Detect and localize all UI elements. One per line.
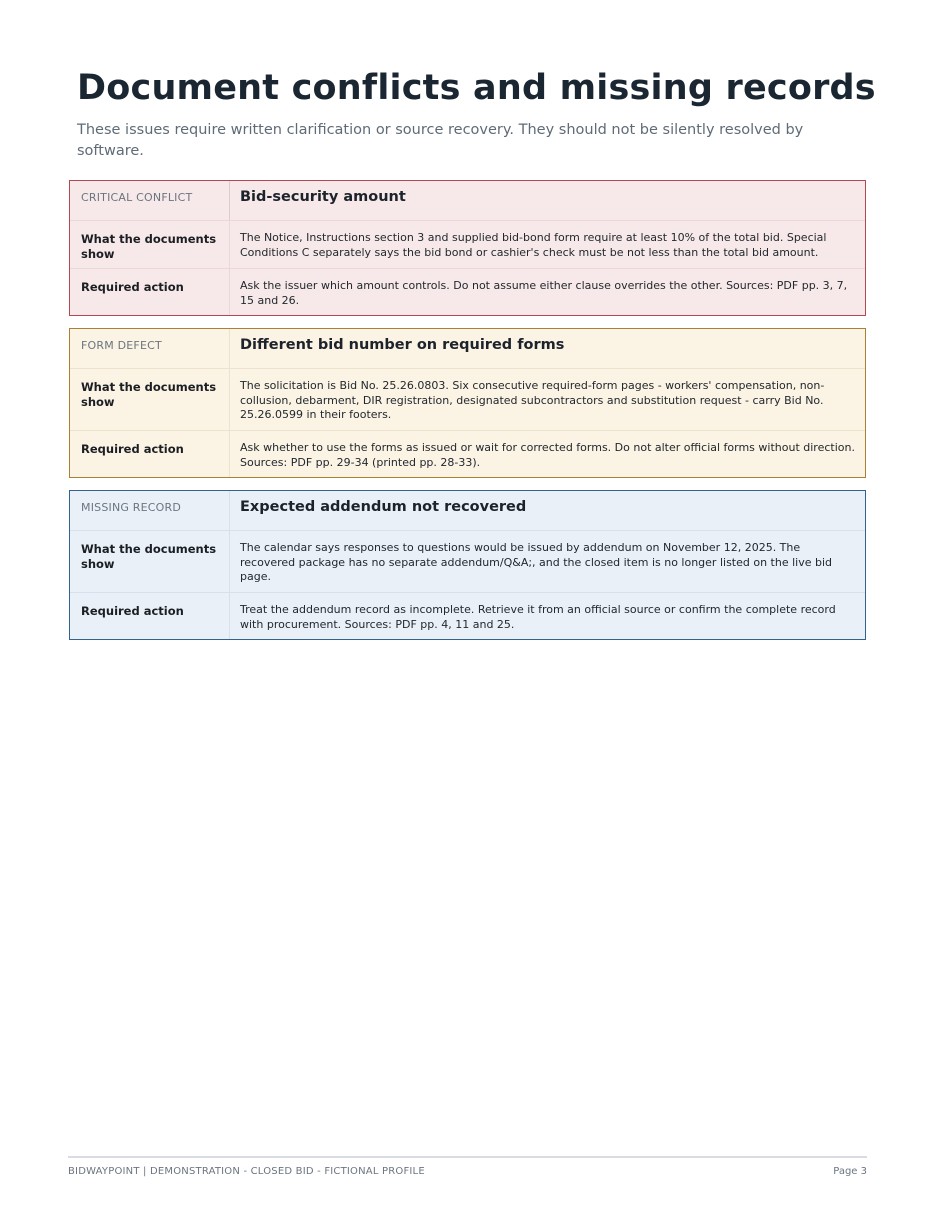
action-text: Treat the addendum record as incomplete. Retrieve it from an official source or confirm the complete record with procurement. Sources: PDF pp. 4, 11 and 25.	[240, 603, 836, 631]
issue-card-critical-conflict	[69, 180, 866, 316]
action-label: Required action	[70, 269, 230, 315]
action-label: Required action	[70, 593, 230, 639]
issue-action-row	[70, 430, 865, 477]
issue-title: Bid-security amount	[240, 189, 406, 205]
issue-title: Different bid number on required forms	[240, 337, 565, 353]
issue-category: FORM DEFECT	[70, 329, 230, 368]
issue-show-row	[70, 368, 865, 430]
issue-header-row	[70, 181, 865, 220]
issue-show-row	[70, 220, 865, 268]
show-text: The solicitation is Bid No. 25.26.0803. Six consecutive required-form pages - workers' compensation, non-collusion, debarment, DIR registration, designated subcontractors and substitution request - carry Bid No. 25.26.0599 in their footers.	[240, 379, 825, 421]
page-subtitle: These issues require written clarification or source recovery. They should not be silently resolved by software.	[77, 122, 804, 159]
show-label: What the documents show	[70, 221, 230, 268]
issue-card-missing-record	[69, 490, 866, 640]
issue-title: Expected addendum not recovered	[240, 499, 527, 515]
issue-action-row	[70, 268, 865, 315]
action-text: Ask the issuer which amount controls. Do not assume either clause overrides the other. Sources: PDF pp. 3, 7, 15 and 26.	[240, 279, 848, 307]
issue-category: CRITICAL CONFLICT	[70, 181, 230, 220]
show-label: What the documents show	[70, 531, 230, 592]
show-label: What the documents show	[70, 369, 230, 430]
page-title: Document conflicts and missing records	[77, 68, 876, 108]
action-text: Ask whether to use the forms as issued or wait for corrected forms. Do not alter official forms without direction. Sources: PDF pp. 29-34 (printed pp. 28-33).	[240, 441, 855, 469]
issue-show-row	[70, 530, 865, 592]
footer-label: BIDWAYPOINT | DEMONSTRATION - CLOSED BID - FICTIONAL PROFILE	[68, 1166, 425, 1177]
issue-card-form-defect	[69, 328, 866, 478]
footer-divider	[68, 1156, 867, 1158]
show-text: The calendar says responses to questions would be issued by addendum on November 12, 2025. The recovered package has no separate addendum/Q&A;, and the closed item is no longer listed on the live bid page.	[240, 541, 833, 583]
action-label: Required action	[70, 431, 230, 477]
issue-header-row	[70, 329, 865, 368]
issue-action-row	[70, 592, 865, 639]
issue-list	[69, 180, 866, 652]
issue-category: MISSING RECORD	[70, 491, 230, 530]
page-number: Page 3	[833, 1166, 867, 1177]
issue-header-row	[70, 491, 865, 530]
show-text: The Notice, Instructions section 3 and supplied bid-bond form require at least 10% of the total bid. Special Conditions C separately says the bid bond or cashier's check must be not less than the total bid amount.	[240, 231, 827, 259]
